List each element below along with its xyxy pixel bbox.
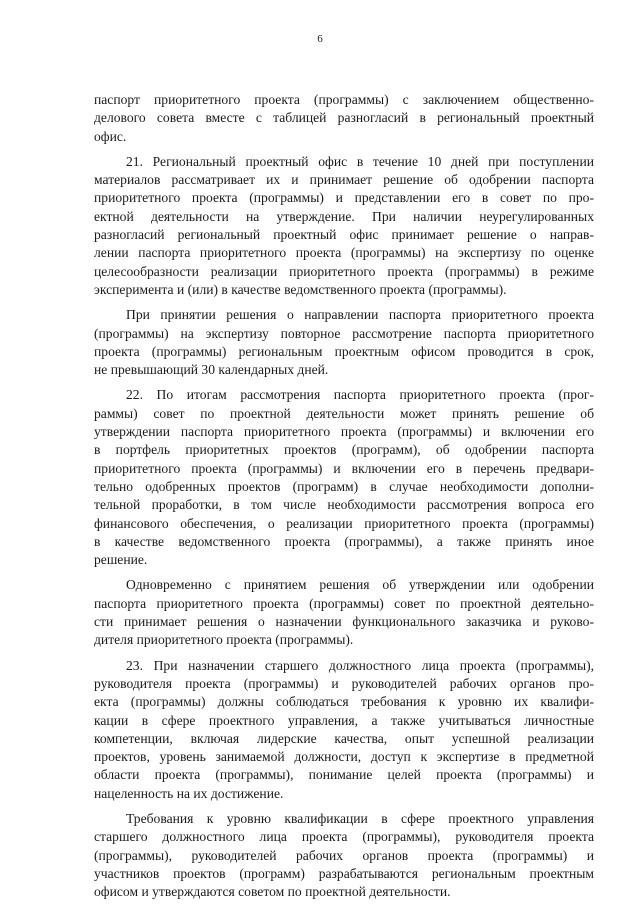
paragraph-gap [94, 803, 594, 810]
text-line: приоритетного проекта (программы) и представлении его в совет по про- [94, 190, 594, 206]
text-line: участников проектов (программ) разрабатываются региональным проектным [94, 865, 594, 881]
paragraph-gap [94, 379, 594, 386]
text-line: 22. По итогам рассмотрения паспорта приоритетного проекта (прог- [126, 387, 594, 403]
text-line: Одновременно с принятием решения об утверждении или одобрении [126, 577, 594, 593]
text-line: При принятии решения о направлении паспорта приоритетного проекта [126, 307, 594, 323]
text-line: проекта (программы) региональным проектным офисом проводится в срок, [94, 343, 594, 359]
paragraph-p22 [94, 386, 594, 569]
paragraph-gap [94, 146, 594, 153]
text-line: приоритетного проекта (программы) и включении его в перечень предвари- [94, 460, 594, 476]
text-line: не превышающий 30 календарных дней. [94, 362, 329, 378]
text-line: области проекта (программы), понимание целей проекта (программы) и [94, 767, 594, 783]
text-line: нацеленность на их достижение. [94, 785, 284, 801]
text-line: ектной деятельности на утверждение. При наличии неурегулированных [94, 208, 594, 224]
text-line: компетенции, включая лидерские качества, опыт успешной реализации [94, 730, 594, 746]
paragraph-p23 [94, 657, 594, 803]
text-line: тельной проработки, в том числе необходимости рассмотрения вопроса его [94, 497, 594, 513]
page-number: 6 [317, 33, 323, 45]
text-line: лении паспорта приоритетного проекта (программы) на экспертизу по оценке [94, 245, 594, 261]
text-line: финансового обеспечения, о реализации приоритетного проекта (программы) [94, 515, 594, 531]
document-body [94, 91, 594, 901]
paragraph-p22b [94, 576, 594, 649]
paragraph-gap [94, 650, 594, 657]
text-line: 23. При назначении старшего должностного лица проекта (программы), [126, 657, 594, 673]
paragraph-gap [94, 569, 594, 576]
text-line: (программы), руководителей рабочих органов проекта (программы) и [94, 847, 594, 863]
text-line: материалов рассматривает их и принимает решение об одобрении паспорта [94, 172, 594, 188]
text-line: старшего должностного лица проекта (программы), руководителя проекта [94, 829, 594, 845]
text-line: сти принимает решения о назначении функционального заказчика и руково- [94, 614, 594, 630]
text-line: тельно одобренных проектов (программ) в случае необходимости дополни- [94, 478, 594, 494]
text-line: в качестве ведомственного проекта (программы), а также принять иное [94, 533, 594, 549]
text-line: разногласий региональный проектный офис принимает решение о направ- [94, 227, 594, 243]
text-line: целесообразности реализации приоритетного проекта (программы) в режиме [94, 263, 594, 279]
text-line: делового совета вместе с таблицей разногласий в региональный проектный [94, 110, 594, 126]
text-line: руководителя проекта (программы) и руководителей рабочих органов про- [94, 675, 594, 691]
text-line: кации в сфере проектного управления, а также учитываться личностные [94, 712, 594, 728]
text-line: офис. [94, 128, 127, 144]
text-line: раммы) совет по проектной деятельности может принять решение об [94, 405, 594, 421]
text-line: дителя приоритетного проекта (программы). [94, 632, 354, 648]
text-line: (программы) на экспертизу повторное рассмотрение паспорта приоритетного [94, 325, 594, 341]
paragraph-p21b [94, 306, 594, 379]
text-line: проектов, уровень занимаемой должности, доступ к экспертизе в предметной [94, 749, 594, 765]
text-line: решение. [94, 552, 148, 568]
paragraph-p0 [94, 91, 594, 146]
paragraph-gap [94, 299, 594, 306]
text-line: 21. Региональный проектный офис в течение 10 дней при поступлении [126, 153, 594, 169]
text-line: в портфель приоритетных проектов (программ), об одобрении паспорта [94, 442, 594, 458]
paragraph-p21 [94, 153, 594, 299]
text-line: Требования к уровню квалификации в сфере проектного управления [126, 810, 594, 826]
text-line: эксперимента и (или) в качестве ведомственного проекта (программы). [94, 281, 507, 297]
text-line: паспорта приоритетного проекта (программы) совет по проектной деятельно- [94, 595, 594, 611]
text-line: паспорт приоритетного проекта (программы) с заключением общественно- [94, 92, 594, 107]
text-line: екта (программы) должны соблюдаться требования к уровню их квалифи- [94, 694, 594, 710]
text-line: офисом и утверждаются советом по проектной деятельности. [94, 884, 451, 900]
paragraph-p23b [94, 810, 594, 901]
text-line: утверждении паспорта приоритетного проекта (программы) и включении его [94, 424, 594, 440]
